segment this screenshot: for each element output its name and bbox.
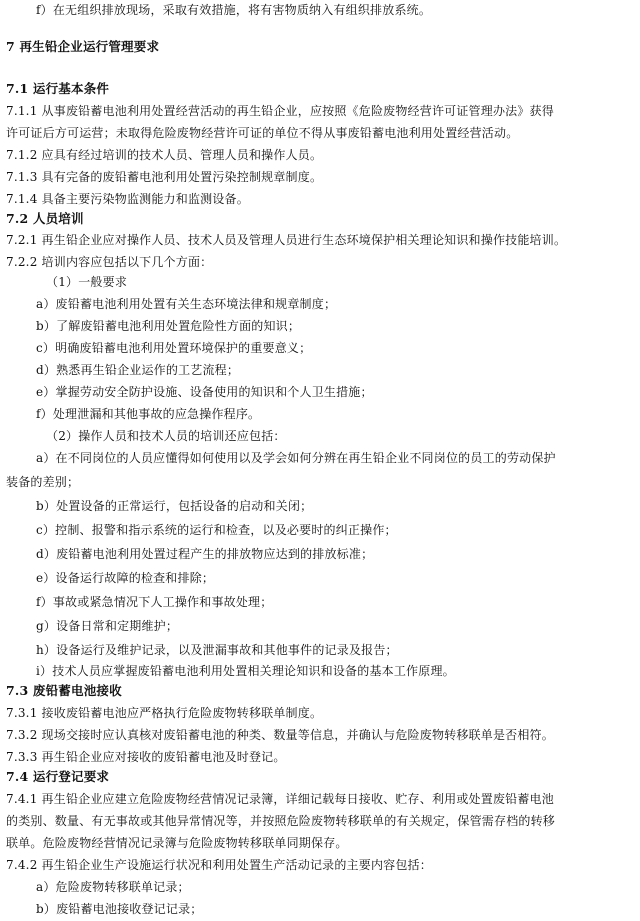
text-line: 7.2.2 培训内容应包括以下几个方面：	[6, 255, 213, 269]
text-line: 7.1.3 具有完备的废铅蓄电池利用处置污染控制规章制度。	[6, 170, 323, 184]
text-line: 联单。危险废物经营情况记录簿与危险废物转移联单同期保存。	[6, 836, 348, 850]
text-line: e）设备运行故障的检查和排除；	[36, 571, 215, 585]
text-line: 的类别、数量、有无事故或其他异常情况等，并按照危险废物转移联单的有关规定，保管需存档的转移	[6, 814, 556, 828]
text-line: b）废铅蓄电池接收登记记录；	[36, 902, 203, 916]
text-line: f）在无组织排放现场，采取有效措施，将有害物质纳入有组织排放系统。	[36, 3, 432, 17]
text-line: 7.1.2 应具有经过培训的技术人员、管理人员和操作人员。	[6, 148, 323, 162]
text-line: b）了解废铅蓄电池利用处置危险性方面的知识；	[36, 319, 301, 333]
section-heading: 7.1 运行基本条件	[6, 81, 110, 96]
text-line: 装备的差别；	[6, 475, 80, 489]
text-line: （2）操作人员和技术人员的培训还应包括：	[46, 429, 286, 443]
section-heading: 7.2 人员培训	[6, 211, 84, 226]
text-line: d）废铅蓄电池利用处置过程产生的排放物应达到的排放标准；	[36, 547, 374, 561]
text-line: 7.4.2 再生铅企业生产设施运行状况和利用处置生产活动记录的主要内容包括：	[6, 858, 432, 872]
text-line: 7.3.2 现场交接时应认真核对废铅蓄电池的种类、数量等信息，并确认与危险废物转移联单是否相符。	[6, 728, 554, 742]
section-heading: 7 再生铅企业运行管理要求	[6, 39, 160, 54]
text-line: h）设备运行及维护记录，以及泄漏事故和其他事件的记录及报告；	[36, 643, 398, 657]
text-line: e）掌握劳动安全防护设施、设备使用的知识和个人卫生措施；	[36, 385, 373, 399]
text-line: 7.2.1 再生铅企业应对操作人员、技术人员及管理人员进行生态环境保护相关理论知识和操作技能培训。	[6, 233, 567, 247]
text-line: 7.1.4 具备主要污染物监测能力和监测设备。	[6, 192, 249, 206]
text-line: i）技术人员应掌握废铅蓄电池利用处置相关理论知识和设备的基本工作原理。	[36, 664, 455, 678]
text-line: a）废铅蓄电池利用处置有关生态环境法律和规章制度；	[36, 297, 337, 311]
text-line: c）明确废铅蓄电池利用处置环境保护的重要意义；	[36, 341, 312, 355]
text-line: d）熟悉再生铅企业运作的工艺流程；	[36, 363, 240, 377]
text-line: 7.1.1 从事废铅蓄电池利用处置经营活动的再生铅企业，应按照《危险废物经营许可证管理办法》获得	[6, 104, 554, 118]
text-line: （1）一般要求	[46, 275, 128, 289]
text-line: b）处置设备的正常运行，包括设备的启动和关闭；	[36, 499, 313, 513]
text-line: a）危险废物转移联单记录；	[36, 880, 190, 894]
text-line: f）事故或紧急情况下人工操作和事故处理；	[36, 595, 273, 609]
text-line: 7.4.1 再生铅企业应建立危险废物经营情况记录簿，详细记载每日接收、贮存、利用或处置废铅蓄电池	[6, 792, 554, 806]
text-line: f）处理泄漏和其他事故的应急操作程序。	[36, 407, 261, 421]
section-heading: 7.4 运行登记要求	[6, 769, 110, 784]
text-line: g）设备日常和定期维护；	[36, 619, 179, 633]
section-heading: 7.3 废铅蓄电池接收	[6, 683, 122, 698]
text-line: a）在不同岗位的人员应懂得如何使用以及学会如何分辨在再生铅企业不同岗位的员工的劳动保护	[36, 451, 556, 465]
text-line: 许可证后方可运营；未取得危险废物经营许可证的单位不得从事废铅蓄电池利用处置经营活动。	[6, 126, 519, 140]
text-line: c）控制、报警和指示系统的运行和检查，以及必要时的纠正操作；	[36, 523, 397, 537]
text-line: 7.3.1 接收废铅蓄电池应严格执行危险废物转移联单制度。	[6, 706, 323, 720]
text-line: 7.3.3 再生铅企业应对接收的废铅蓄电池及时登记。	[6, 750, 286, 764]
